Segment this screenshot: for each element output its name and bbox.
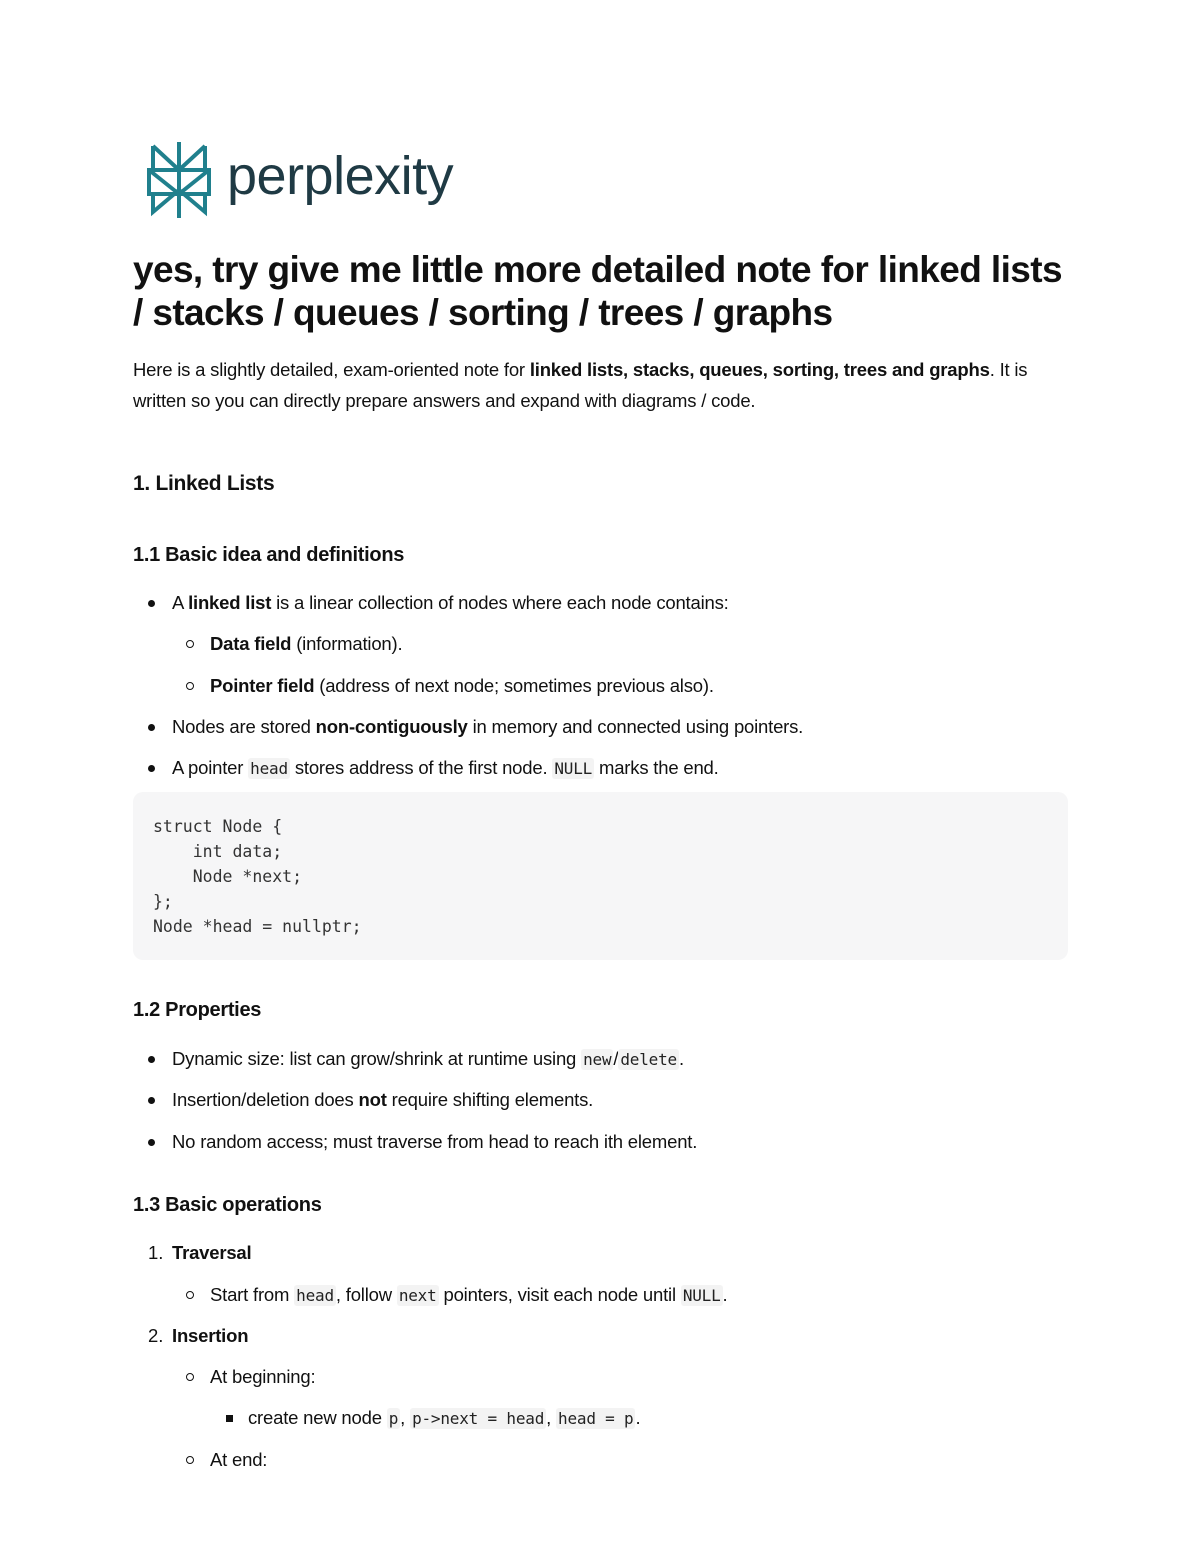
list-item: Dynamic size: list can grow/shrink at runtime using new / delete . xyxy=(172,1048,684,1069)
sub-sub-bullet-icon xyxy=(226,1415,233,1422)
list-number: 2. xyxy=(148,1325,164,1346)
bullet-icon xyxy=(148,600,155,607)
list-item-traversal: Traversal xyxy=(172,1242,252,1263)
code-block[interactable]: struct Node { int data; Node *next; }; Node *head = nullptr; xyxy=(133,792,1068,960)
sub-bullet-icon xyxy=(186,682,194,690)
list-item: At end: xyxy=(210,1449,268,1470)
bullet-icon xyxy=(148,765,155,772)
list-item: Nodes are stored non-contiguously in memory and connected using pointers. xyxy=(172,716,804,737)
sub-bullet-icon xyxy=(186,640,194,648)
list-item-insertion: Insertion xyxy=(172,1325,249,1346)
sub-bullet-icon xyxy=(186,1291,194,1299)
list-item: Start from head , follow next pointers, visit each node until NULL . xyxy=(210,1284,728,1305)
subsection-heading-properties: 1.2 Properties xyxy=(133,999,262,1021)
brand-wordmark: perplexity xyxy=(227,146,454,206)
list-item: create new node p , p->next = head , head = p . xyxy=(248,1407,641,1428)
subsection-heading-basic-idea: 1.1 Basic idea and definitions xyxy=(133,544,405,566)
sub-bullet-icon xyxy=(186,1373,194,1381)
list-item: Insertion/deletion does not require shifting elements. xyxy=(172,1089,594,1110)
perplexity-logo-icon xyxy=(145,140,213,220)
bullet-icon xyxy=(148,1139,155,1146)
intro-paragraph: Here is a slightly detailed, exam-oriented note for linked lists, stacks, queues, sorting, trees and graphs. It is written so you can directly prepare answers and expand with diagrams / code. xyxy=(133,359,1028,411)
list-item: Data field (information). xyxy=(210,633,403,654)
list-item: No random access; must traverse from head to reach ith element. xyxy=(172,1131,698,1152)
section-heading-linked-lists: 1. Linked Lists xyxy=(133,472,275,495)
list-item: At beginning: xyxy=(210,1366,316,1387)
list-item: A linked list is a linear collection of nodes where each node contains: xyxy=(172,592,729,613)
subsection-heading-basic-operations: 1.3 Basic operations xyxy=(133,1194,322,1216)
list-item: A pointer head stores address of the first node. NULL marks the end. xyxy=(172,757,719,778)
sub-bullet-icon xyxy=(186,1456,194,1464)
bullet-icon xyxy=(148,1056,155,1063)
bullet-icon xyxy=(148,724,155,731)
page-title: yes, try give me little more detailed note for linked lists / stacks / queues / sorting / trees / graphs xyxy=(133,249,1062,333)
list-item: Pointer field (address of next node; sometimes previous also). xyxy=(210,675,714,696)
list-number: 1. xyxy=(148,1242,164,1263)
perplexity-logo xyxy=(145,140,453,220)
bullet-icon xyxy=(148,1097,155,1104)
